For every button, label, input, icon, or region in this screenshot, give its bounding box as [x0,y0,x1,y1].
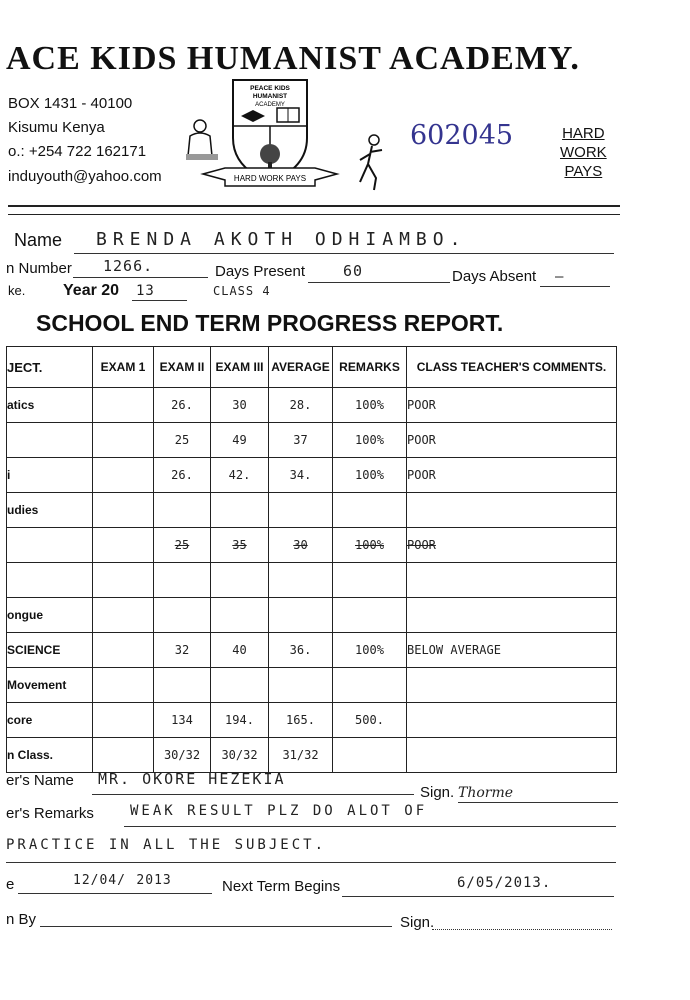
header-average: AVERAGE [269,347,333,388]
table-row [7,563,617,598]
teacher-name-line [92,770,414,795]
average-cell: 34. [269,458,333,493]
table-row [7,458,617,493]
exam1-cell [93,738,154,773]
subject-cell [7,528,93,563]
days-present: 60 [343,262,364,280]
exam2-cell [154,668,211,703]
exam1-cell [93,388,154,423]
average-cell: 165. [269,703,333,738]
remarks-cell: 100% [333,528,407,563]
banner-text: HARD WORK PAYS [233,174,307,183]
days-absent-label: Days Absent [452,268,537,285]
exam2-cell: 25 [154,528,211,563]
comment-cell: BELOW AVERAGE [407,633,617,668]
subject-cell [7,423,93,458]
days-present-label: Days Present [215,263,306,280]
date-line [18,871,212,894]
motto-word-3: PAYS [564,163,603,180]
header-divider [8,205,620,207]
exam2-cell: 26. [154,458,211,493]
exam2-cell: 32 [154,633,211,668]
girl-reading-icon [182,118,222,163]
report-title: SCHOOL END TERM PROGRESS REPORT. [36,310,504,336]
exam3-cell [211,598,269,633]
exam2-cell: 25 [154,423,211,458]
exam1-cell [93,633,154,668]
remarks-text-1: WEAK RESULT PLZ DO ALOT OF [130,803,428,819]
exam3-cell: 30/32 [211,738,269,773]
graduation-cap-icon [241,110,265,122]
table-row [7,633,617,668]
next-term-value: 6/05/2013. [457,875,552,891]
average-cell [269,493,333,528]
remarks-line-1 [124,802,616,827]
days-absent: — [555,269,565,285]
comment-cell: POOR [407,528,617,563]
subject-cell: Movement [7,668,93,703]
exam3-cell: 40 [211,633,269,668]
average-cell: 28. [269,388,333,423]
logo-text-top: PEACE KIDS [250,85,290,92]
subject-cell: SCIENCE [7,633,93,668]
table-header-row [7,347,617,388]
remarks-cell: 100% [333,388,407,423]
by-label: n By [6,911,37,928]
subject-cell [7,563,93,598]
year-label: Year 20 [63,282,120,299]
average-cell: 31/32 [269,738,333,773]
date-year: 2013 [136,873,172,888]
comment-cell [407,738,617,773]
exam3-cell: 42. [211,458,269,493]
header-comments: CLASS TEACHER'S COMMENTS. [407,347,617,388]
reference-number: 602045 [410,120,514,151]
remarks-cell: 500. [333,703,407,738]
table-row [7,528,617,563]
table-row [7,738,617,773]
next-term-line [342,874,614,897]
motto-text [560,124,607,181]
remarks-cell: 100% [333,423,407,458]
header-exam1: EXAM 1 [93,347,154,388]
exam3-cell: 194. [211,703,269,738]
exam1-cell [93,458,154,493]
comment-cell [407,598,617,633]
average-cell: 30 [269,528,333,563]
remarks-text-2: PRACTICE IN ALL THE SUBJECT. [6,837,327,853]
remarks-cell: 100% [333,633,407,668]
boy-running-icon [352,132,388,192]
exam3-cell: 30 [211,388,269,423]
name-line [74,229,614,254]
days-absent-line [540,268,610,287]
motto-word-2: WORK [560,144,607,161]
exam1-cell [93,703,154,738]
exam2-cell [154,598,211,633]
remarks-cell [333,563,407,598]
admission-number-line [73,257,208,278]
results-table [6,346,617,773]
average-cell: 37 [269,423,333,458]
name-label: Name [14,230,63,250]
school-name: ACE KIDS HUMANIST ACADEMY. [6,40,580,77]
logo-text-low: ACADEMY [255,102,285,108]
date-label: e [6,876,15,893]
subject-cell: i [7,458,93,493]
header-remarks: REMARKS [333,347,407,388]
table-row [7,703,617,738]
subject-cell: core [7,703,93,738]
exam3-cell [211,563,269,598]
admission-number: 1266. [103,257,154,275]
average-cell [269,668,333,703]
exam3-cell: 35 [211,528,269,563]
exam1-cell [93,493,154,528]
subject-cell: udies [7,493,93,528]
sign-label: Sign. [420,784,455,801]
exam2-cell: 30/32 [154,738,211,773]
teacher-name: MR. OKORE HEZEKIA [98,770,286,788]
term-label: ke. [8,283,26,298]
exam3-cell [211,668,269,703]
subject-cell: atics [7,388,93,423]
exam1-cell [93,598,154,633]
table-row [7,598,617,633]
header-exam2: EXAM II [154,347,211,388]
exam1-cell [93,668,154,703]
average-cell [269,563,333,598]
comment-cell [407,668,617,703]
exam2-cell: 134 [154,703,211,738]
class-value: CLASS 4 [213,284,271,298]
exam3-cell: 49 [211,423,269,458]
exam1-cell [93,528,154,563]
logo-text-mid: HUMANIST [252,93,288,100]
sign2-line [432,929,612,930]
year-value: 13 [136,283,155,299]
remarks-cell: 100% [333,458,407,493]
subject-cell: ongue [7,598,93,633]
header-subject: JECT. [7,347,93,388]
table-row [7,423,617,458]
phone-number: o.: +254 722 162171 [8,143,147,160]
table-row [7,388,617,423]
comment-cell: POOR [407,458,617,493]
student-name: BRENDA AKOTH ODHIAMBO. [96,229,467,250]
comment-cell [407,563,617,598]
teacher-remarks-label: er's Remarks [6,805,94,822]
header-exam3: EXAM III [211,347,269,388]
remarks-cell [333,738,407,773]
address-box: BOX 1431 - 40100 [8,95,133,112]
admission-number-label: n Number [6,260,72,277]
comment-cell [407,493,617,528]
exam2-cell: 26. [154,388,211,423]
remarks-line-2 [6,836,616,863]
sign2-label: Sign. [400,914,435,931]
table-row [7,668,617,703]
by-line [40,926,392,927]
exam1-cell [93,423,154,458]
comment-cell [407,703,617,738]
remarks-cell [333,598,407,633]
teacher-name-label: er's Name [6,772,74,789]
exam1-cell [93,563,154,598]
remarks-cell [333,493,407,528]
motto-word-1: HARD [562,125,605,142]
subject-cell: n Class. [7,738,93,773]
comment-cell: POOR [407,388,617,423]
teacher-signature: Thorme [458,785,514,801]
days-present-line [308,262,450,283]
remarks-cell [333,668,407,703]
date-value: 12/04/ [73,873,126,888]
header-divider-thin [8,214,620,215]
exam3-cell [211,493,269,528]
average-cell: 36. [269,633,333,668]
address-city: Kisumu Kenya [8,119,105,136]
year-line [132,282,187,301]
tree-icon [260,144,280,164]
table-row [7,493,617,528]
comment-cell: POOR [407,423,617,458]
exam2-cell [154,563,211,598]
exam2-cell [154,493,211,528]
next-term-label: Next Term Begins [222,878,341,895]
average-cell [269,598,333,633]
sign-line [458,784,618,803]
email-address: induyouth@yahoo.com [8,168,162,185]
